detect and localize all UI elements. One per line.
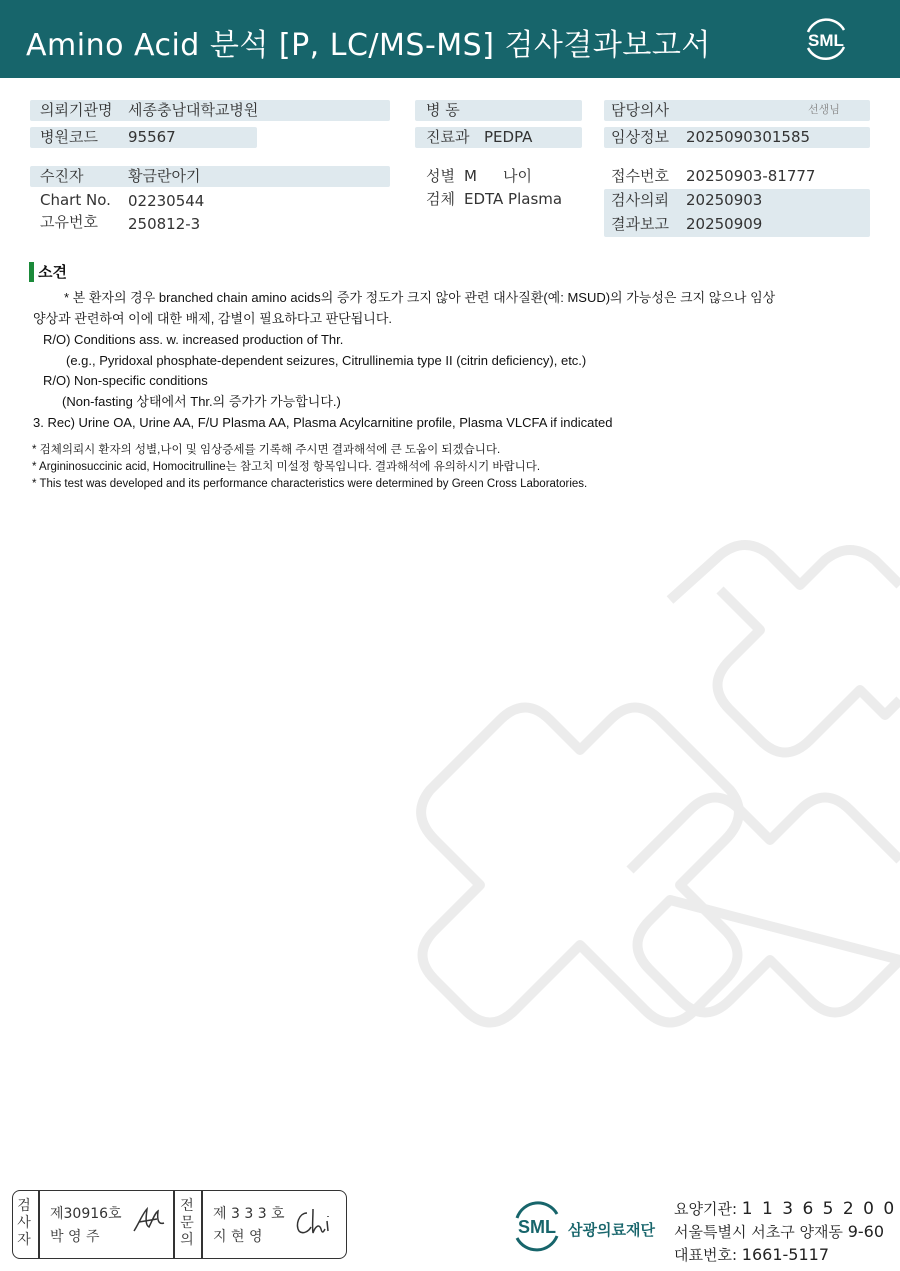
sml-logo-icon [798, 14, 854, 64]
findings-line: (Non-fasting 상태에서 Thr.의 증가가 가능합니다.) [62, 394, 341, 409]
phone [674, 1244, 829, 1265]
institution-code [674, 1198, 896, 1219]
specimen-value: EDTA Plasma [464, 190, 563, 208]
findings-line: R/O) Non-specific conditions [43, 373, 208, 388]
findings-line: R/O) Conditions ass. w. increased production of Thr. [43, 332, 344, 347]
tester-name: 박 영 주 [50, 1229, 100, 1245]
report-title: Amino Acid 분석 [P, LC/MS-MS] 검사결과보고서 [26, 28, 711, 63]
request-label: 검사의뢰 [611, 191, 669, 209]
dept-label: 진료과 [426, 128, 470, 146]
findings-title: 소견 [38, 263, 67, 281]
sml-footer-logo-icon [509, 1200, 565, 1252]
divider [173, 1191, 175, 1258]
institution-value: 세종충남대학교병원 [128, 101, 259, 119]
sex-value: M [464, 167, 477, 185]
specialist-label: 전 문 의 [180, 1198, 194, 1248]
request-value: 20250903 [686, 191, 763, 209]
code-label: 요양기관: [674, 1200, 742, 1218]
code-value: 1 1 3 6 5 2 0 0 [741, 1199, 897, 1219]
findings-line: 3. Rec) Urine OA, Urine AA, F/U Plasma AA, Plasma Acylcarnitine profile, Plasma VLCFA if indicated [33, 415, 613, 430]
dept-value: PEDPA [484, 128, 533, 146]
specialist-name: 지 현 영 [213, 1229, 263, 1245]
phone-label: 대표번호: [674, 1246, 742, 1264]
chart-value: 02230544 [128, 192, 205, 210]
org-name: 삼광의료재단 [568, 1221, 655, 1239]
specimen-label: 검체 [426, 190, 455, 208]
chart-label: Chart No. [40, 191, 111, 209]
findings-line: 양상과 관련하여 이에 대한 배제, 감별이 필요하다고 판단됩니다. [33, 311, 393, 326]
ward-label: 병 동 [426, 101, 460, 119]
receipt-label: 접수번호 [611, 167, 669, 185]
report-header [0, 0, 900, 78]
svg-text:SML: SML [808, 31, 844, 50]
divider [201, 1191, 203, 1258]
patient-label: 수진자 [40, 167, 84, 185]
report-value: 20250909 [686, 215, 763, 233]
tester-signature-icon [131, 1205, 167, 1237]
section-marker [29, 262, 34, 282]
patient-bar [30, 166, 390, 187]
phone-value: 1661-5117 [741, 1245, 830, 1264]
findings-line: * 본 환자의 경우 branched chain amino acids의 증가 정도가 크지 않아 관련 대사질환(예: MSUD)의 가능성은 크지 않으나 임상 [64, 290, 776, 305]
svg-text:SML: SML [518, 1217, 556, 1237]
age-label: 나이 [503, 167, 532, 185]
tester-number: 제30916호 [50, 1206, 122, 1222]
unique-label: 고유번호 [40, 213, 98, 231]
sex-label: 성별 [426, 167, 455, 185]
hospital-code-label: 병원코드 [40, 128, 98, 146]
note-line: * Argininosuccinic acid, Homocitrulline는 참고치 미설정 항목입니다. 결과해석에 유의하시기 바랍니다. [32, 461, 541, 473]
tester-label: 검 사 자 [17, 1198, 31, 1248]
doctor-label: 담당의사 [611, 101, 669, 119]
note-line: * This test was developed and its performance characteristics were determined by Green Cross Laboratories. [32, 478, 588, 490]
clinical-label: 임상정보 [611, 128, 669, 146]
address-text: 서울특별시 서초구 양재동 [674, 1223, 843, 1241]
clinical-value: 2025090301585 [686, 128, 811, 146]
unique-value: 250812-3 [128, 215, 201, 233]
report-label: 결과보고 [611, 215, 669, 233]
patient-value: 황금란아기 [128, 167, 201, 185]
specialist-signature-icon [293, 1205, 337, 1239]
specialist-number: 제 3 3 3 호 [213, 1206, 285, 1222]
institution-label: 의뢰기관명 [40, 101, 113, 119]
address-number: 9-60 [847, 1222, 885, 1241]
findings-line: (e.g., Pyridoxal phosphate-dependent seizures, Citrullinemia type II (citrin deficiency), etc.) [66, 353, 587, 368]
signature-box [12, 1190, 347, 1259]
doctor-suffix: 선생님 [808, 103, 840, 116]
watermark-icon [340, 540, 900, 1080]
divider [38, 1191, 40, 1258]
address [674, 1221, 884, 1242]
receipt-value: 20250903-81777 [686, 167, 816, 185]
hospital-code-value: 95567 [128, 128, 176, 146]
note-line: * 검체의뢰시 환자의 성별,나이 및 임상증세를 기록해 주시면 결과해석에 큰 도움이 되겠습니다. [32, 444, 501, 456]
